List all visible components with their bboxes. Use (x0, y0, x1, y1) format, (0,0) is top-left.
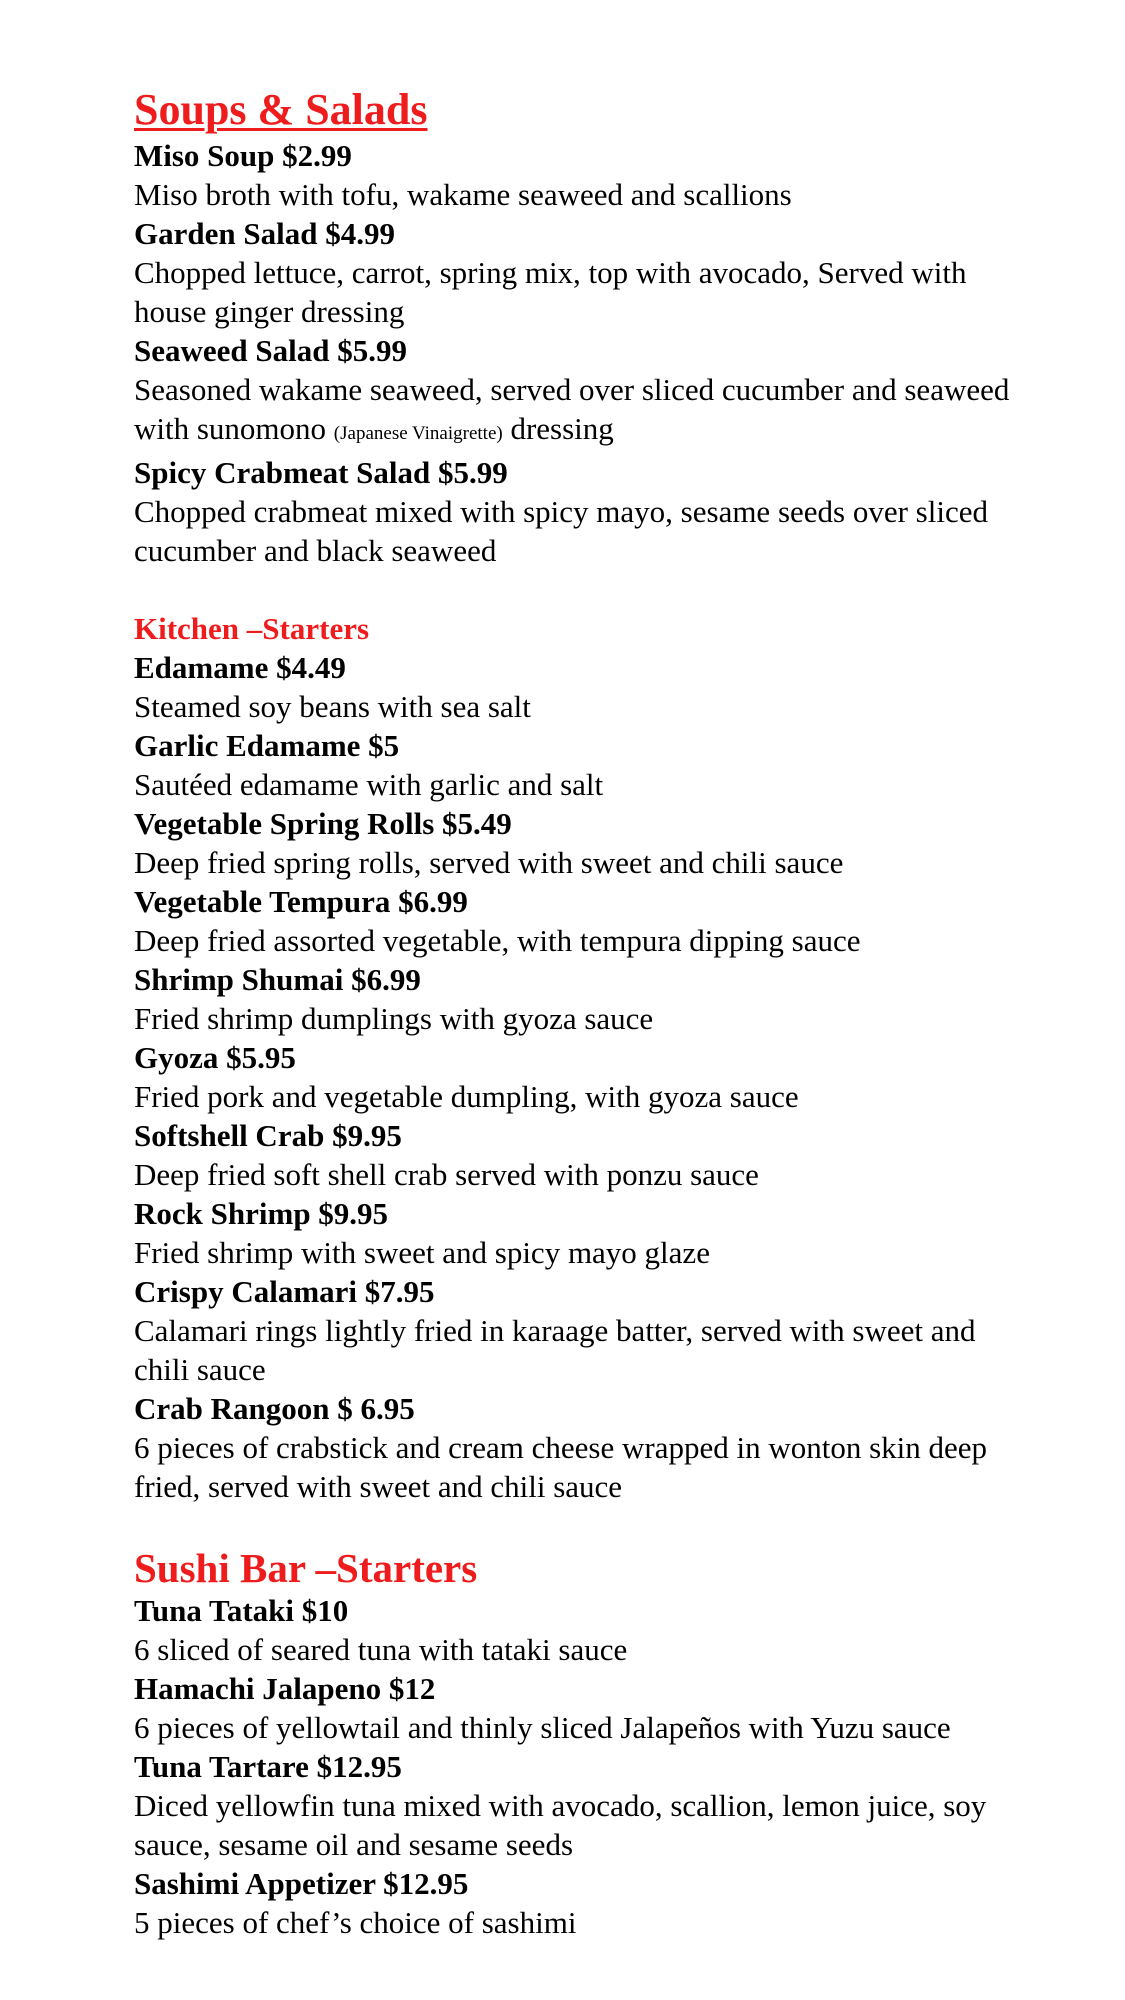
item-description: Deep fried spring rolls, served with sweet and chili sauce (134, 845, 844, 880)
item-description: Fried pork and vegetable dumpling, with gyoza sauce (134, 1079, 799, 1114)
item-description: 6 sliced of seared tuna with tataki sauce (134, 1632, 628, 1667)
section-gap (134, 570, 1014, 609)
item-description: Deep fried soft shell crab served with ponzu sauce (134, 1157, 759, 1192)
menu-item (134, 1669, 1014, 1747)
menu-item (134, 331, 1014, 453)
item-description: Sautéed edamame with garlic and salt (134, 767, 604, 802)
menu-item (134, 1389, 1014, 1506)
menu-item (134, 1116, 1014, 1194)
menu-item (134, 1272, 1014, 1389)
item-description-main: Seasoned wakame seaweed, served over sliced cucumber and seaweed with sunomono (134, 372, 1010, 446)
item-description: Miso broth with tofu, wakame seaweed and scallions (134, 177, 792, 212)
item-description: Steamed soy beans with sea salt (134, 689, 531, 724)
menu-item (134, 136, 1014, 214)
item-description: Chopped crabmeat mixed with spicy mayo, sesame seeds over sliced cucumber and black seaweed (134, 494, 988, 568)
item-name: Spicy Crabmeat Salad $5.99 (134, 455, 508, 490)
menu-content (134, 85, 1014, 1942)
item-name: Shrimp Shumai $6.99 (134, 962, 421, 997)
item-description: Fried shrimp with sweet and spicy mayo glaze (134, 1235, 710, 1270)
item-description: 5 pieces of chef’s choice of sashimi (134, 1905, 577, 1940)
section-title: Soups & Salads (134, 85, 428, 134)
menu-item (134, 804, 1014, 882)
item-description-note: (Japanese Vinaigrette) (333, 423, 503, 444)
menu-item (134, 453, 1014, 570)
item-description: 6 pieces of yellowtail and thinly sliced Jalapeños with Yuzu sauce (134, 1710, 951, 1745)
item-description (134, 370, 1014, 453)
item-description: Deep fried assorted vegetable, with tempura dipping sauce (134, 923, 861, 958)
item-name: Garlic Edamame $5 (134, 728, 400, 763)
menu-item (134, 882, 1014, 960)
menu-item (134, 1747, 1014, 1864)
section-kitchen-starters (134, 609, 1014, 1506)
item-description: Diced yellowfin tuna mixed with avocado, scallion, lemon juice, soy sauce, sesame oil and sesame seeds (134, 1788, 987, 1862)
item-name: Edamame $4.49 (134, 650, 346, 685)
item-description: Chopped lettuce, carrot, spring mix, top with avocado, Served with house ginger dressing (134, 255, 967, 329)
item-name: Sashimi Appetizer $12.95 (134, 1866, 469, 1901)
menu-item (134, 648, 1014, 726)
item-name: Gyoza $5.95 (134, 1040, 296, 1075)
section-title: Kitchen –Starters (134, 611, 370, 646)
menu-item (134, 1591, 1014, 1669)
item-name: Seaweed Salad $5.99 (134, 333, 407, 368)
menu-item (134, 214, 1014, 331)
item-description: 6 pieces of crabstick and cream cheese wrapped in wonton skin deep fried, served with sweet and chili sauce (134, 1430, 988, 1504)
item-name: Tuna Tartare $12.95 (134, 1749, 402, 1784)
section-title: Sushi Bar –Starters (134, 1545, 478, 1591)
item-name: Tuna Tataki $10 (134, 1593, 349, 1628)
menu-item (134, 1194, 1014, 1272)
item-name: Hamachi Jalapeno $12 (134, 1671, 436, 1706)
menu-item (134, 1864, 1014, 1942)
section-soups-salads (134, 85, 1014, 570)
item-name: Miso Soup $2.99 (134, 138, 352, 173)
item-description: Fried shrimp dumplings with gyoza sauce (134, 1001, 654, 1036)
item-name: Softshell Crab $9.95 (134, 1118, 402, 1153)
menu-item (134, 960, 1014, 1038)
menu-item (134, 726, 1014, 804)
section-sushi-bar-starters (134, 1545, 1014, 1942)
item-name: Vegetable Tempura $6.99 (134, 884, 468, 919)
item-name: Crispy Calamari $7.95 (134, 1274, 435, 1309)
item-name: Rock Shrimp $9.95 (134, 1196, 389, 1231)
item-name: Garden Salad $4.99 (134, 216, 395, 251)
item-description: Calamari rings lightly fried in karaage batter, served with sweet and chili sauce (134, 1313, 976, 1387)
item-description-end: dressing (502, 411, 614, 446)
section-gap (134, 1506, 1014, 1545)
menu-item (134, 1038, 1014, 1116)
item-name: Crab Rangoon $ 6.95 (134, 1391, 415, 1426)
item-name: Vegetable Spring Rolls $5.49 (134, 806, 512, 841)
